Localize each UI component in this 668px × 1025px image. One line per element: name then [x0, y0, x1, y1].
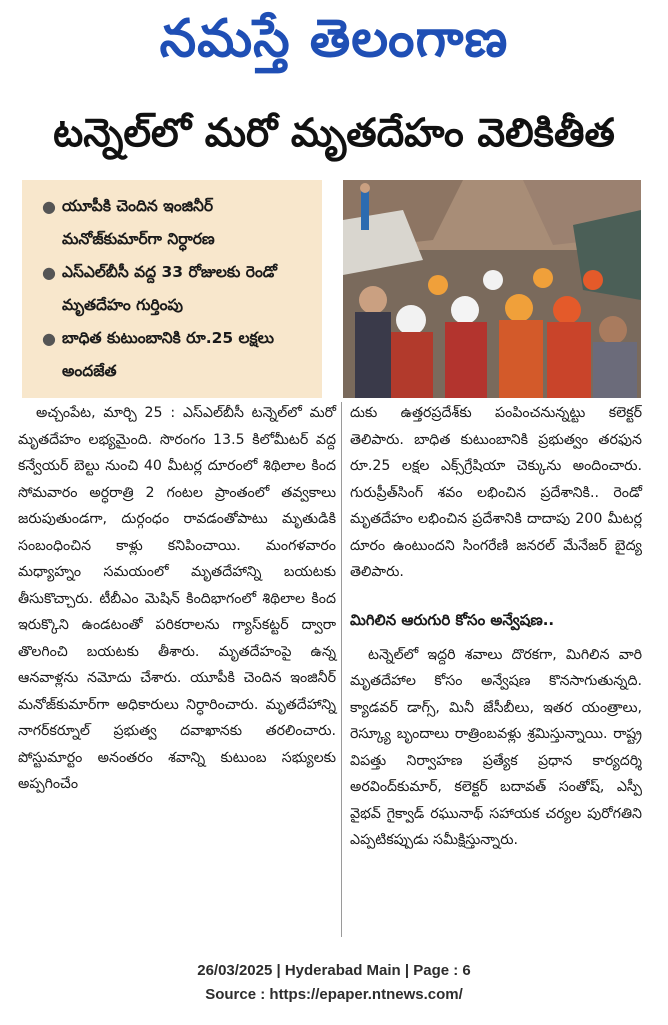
- article-paragraph: టన్నెల్‌లో ఇద్దరి శవాలు దొరకగా, మిగిలిన వారి మృతదేహాల కోసం అన్వేషణ కొనసాగుతున్నది. క్యాడవర్ డాగ్స్, మినీ జేసీబీలు, ఇతర యంత్రాలు, రెస్క్యూ బృందాలు రాత్రింబవళ్లు శ్రమిస్తున్నాయి. రాష్ట్ర విపత్తు నిర్వాహణ ప్రత్యేక ప్రధాన కార్యదర్శి అరవింద్‌కుమార్, కలెక్టర్ బదావత్ సంతోష్, ఎస్పీ వైభవ్ గైక్వాడ్ రఘునాథ్ సహాయక చర్యల పురోగతిని ఎప్పటికప్పుడు సమీక్షిస్తున్నారు.: [350, 646, 642, 848]
- highlight-item: [40, 190, 312, 256]
- article-column-left: [18, 400, 336, 798]
- rescue-team-photo: [343, 180, 641, 398]
- highlight-text: యూపీకి చెందిన ఇంజినీర్ మనోజ్‌కుమార్‌గా నిర్ధారణ: [62, 197, 215, 248]
- article-subheading: మిగిలిన ఆరుగురి కోసం అన్వేషణ..: [350, 610, 555, 629]
- highlights-box: [22, 180, 322, 398]
- bullet-icon: ●: [42, 197, 56, 216]
- bullet-icon: ●: [42, 263, 56, 282]
- article-paragraph: దుకు ఉత్తరప్రదేశ్‌కు పంపించనున్నట్టు కలెక్టర్ తెలిపారు. బాధిత కుటుంబానికి ప్రభుత్వం తరఫున రూ.25 లక్షల ఎక్స్‌గ్రేషియా చెక్కును అందించారు. గురుప్రీత్‌సింగ్ శవం లభించిన ప్రదేశానికి.. రెండో మృతదేహం లభించిన ప్రదేశానికి దాదాపు 200 మీటర్ల దూరం ఉంటుందని సింగరేణి జనరల్ మేనేజర్ బైద్య తెలిపారు.: [350, 405, 642, 580]
- highlight-item: [40, 256, 312, 322]
- footer-source: Source : https://epaper.ntnews.com/: [205, 986, 463, 1003]
- highlight-item: [40, 322, 312, 388]
- highlight-text: బాధిత కుటుంబానికి రూ.25 లక్షలు అందజేత: [62, 329, 274, 380]
- column-divider: [341, 402, 342, 937]
- footer-date-edition: 26/03/2025 | Hyderabad Main | Page : 6: [197, 962, 471, 979]
- masthead-title: నమస్తే తెలంగాణ: [159, 9, 509, 69]
- bullet-icon: ●: [42, 329, 56, 348]
- highlight-text: ఎస్‌ఎల్‌బీసీ వద్ద 33 రోజులకు రెండో మృతదేహం గుర్తింపు: [62, 263, 278, 314]
- article-headline: టన్నెల్‌లో మరో మృతదేహం వెలికితీత: [53, 111, 615, 156]
- article-paragraph: అచ్చంపేట, మార్చి 25 : ఎస్‌ఎల్‌బీసీ టన్నెల్‌లో మరో మృతదేహం లభ్యమైంది. సొరంగం 13.5 కిలోమీటర్ వద్ద కన్వేయర్ బెల్టు నుంచి 40 మీటర్ల దూరంలో శిథిలాల కింద సోమవారం అర్ధరాత్రి 2 గంటల ప్రాంతంలో తవ్వకాలు జరుపుతుండగా, దుర్గంధం రావడంతోపాటు మృతుడికి సంబంధించిన కాళ్లు కనిపించాయి. మంగళవారం మధ్యాహ్నం సమయంలో మృతదేహాన్ని బయటకు తీసుకొచ్చారు. టీబీఎం మెషిన్ కిందిభాగంలో శిథిలాల కింద ఇరుక్కొని ఉండటంతో పరికరాలను గ్యాస్‌కట్టర్ ద్వారా తొలగించి బయటకు తీశారు. మృతదేహంపై ఉన్న ఆనవాళ్లను నమోదు చేశారు. యూపీకి చెందిన ఇంజినీర్ మనోజ్‌కుమార్‌గా అధికారులు నిర్ధారించారు. మృతదేహాన్ని నాగర్‌కర్నూల్ ప్రభుత్వ దవాఖానకు తరలించారు. పోస్టుమార్టం అనంతరం శవాన్ని కుటుంబ సభ్యులకు అప్పగించేం: [18, 405, 336, 792]
- article-column-right: [350, 400, 642, 854]
- highlights-list: [40, 190, 312, 388]
